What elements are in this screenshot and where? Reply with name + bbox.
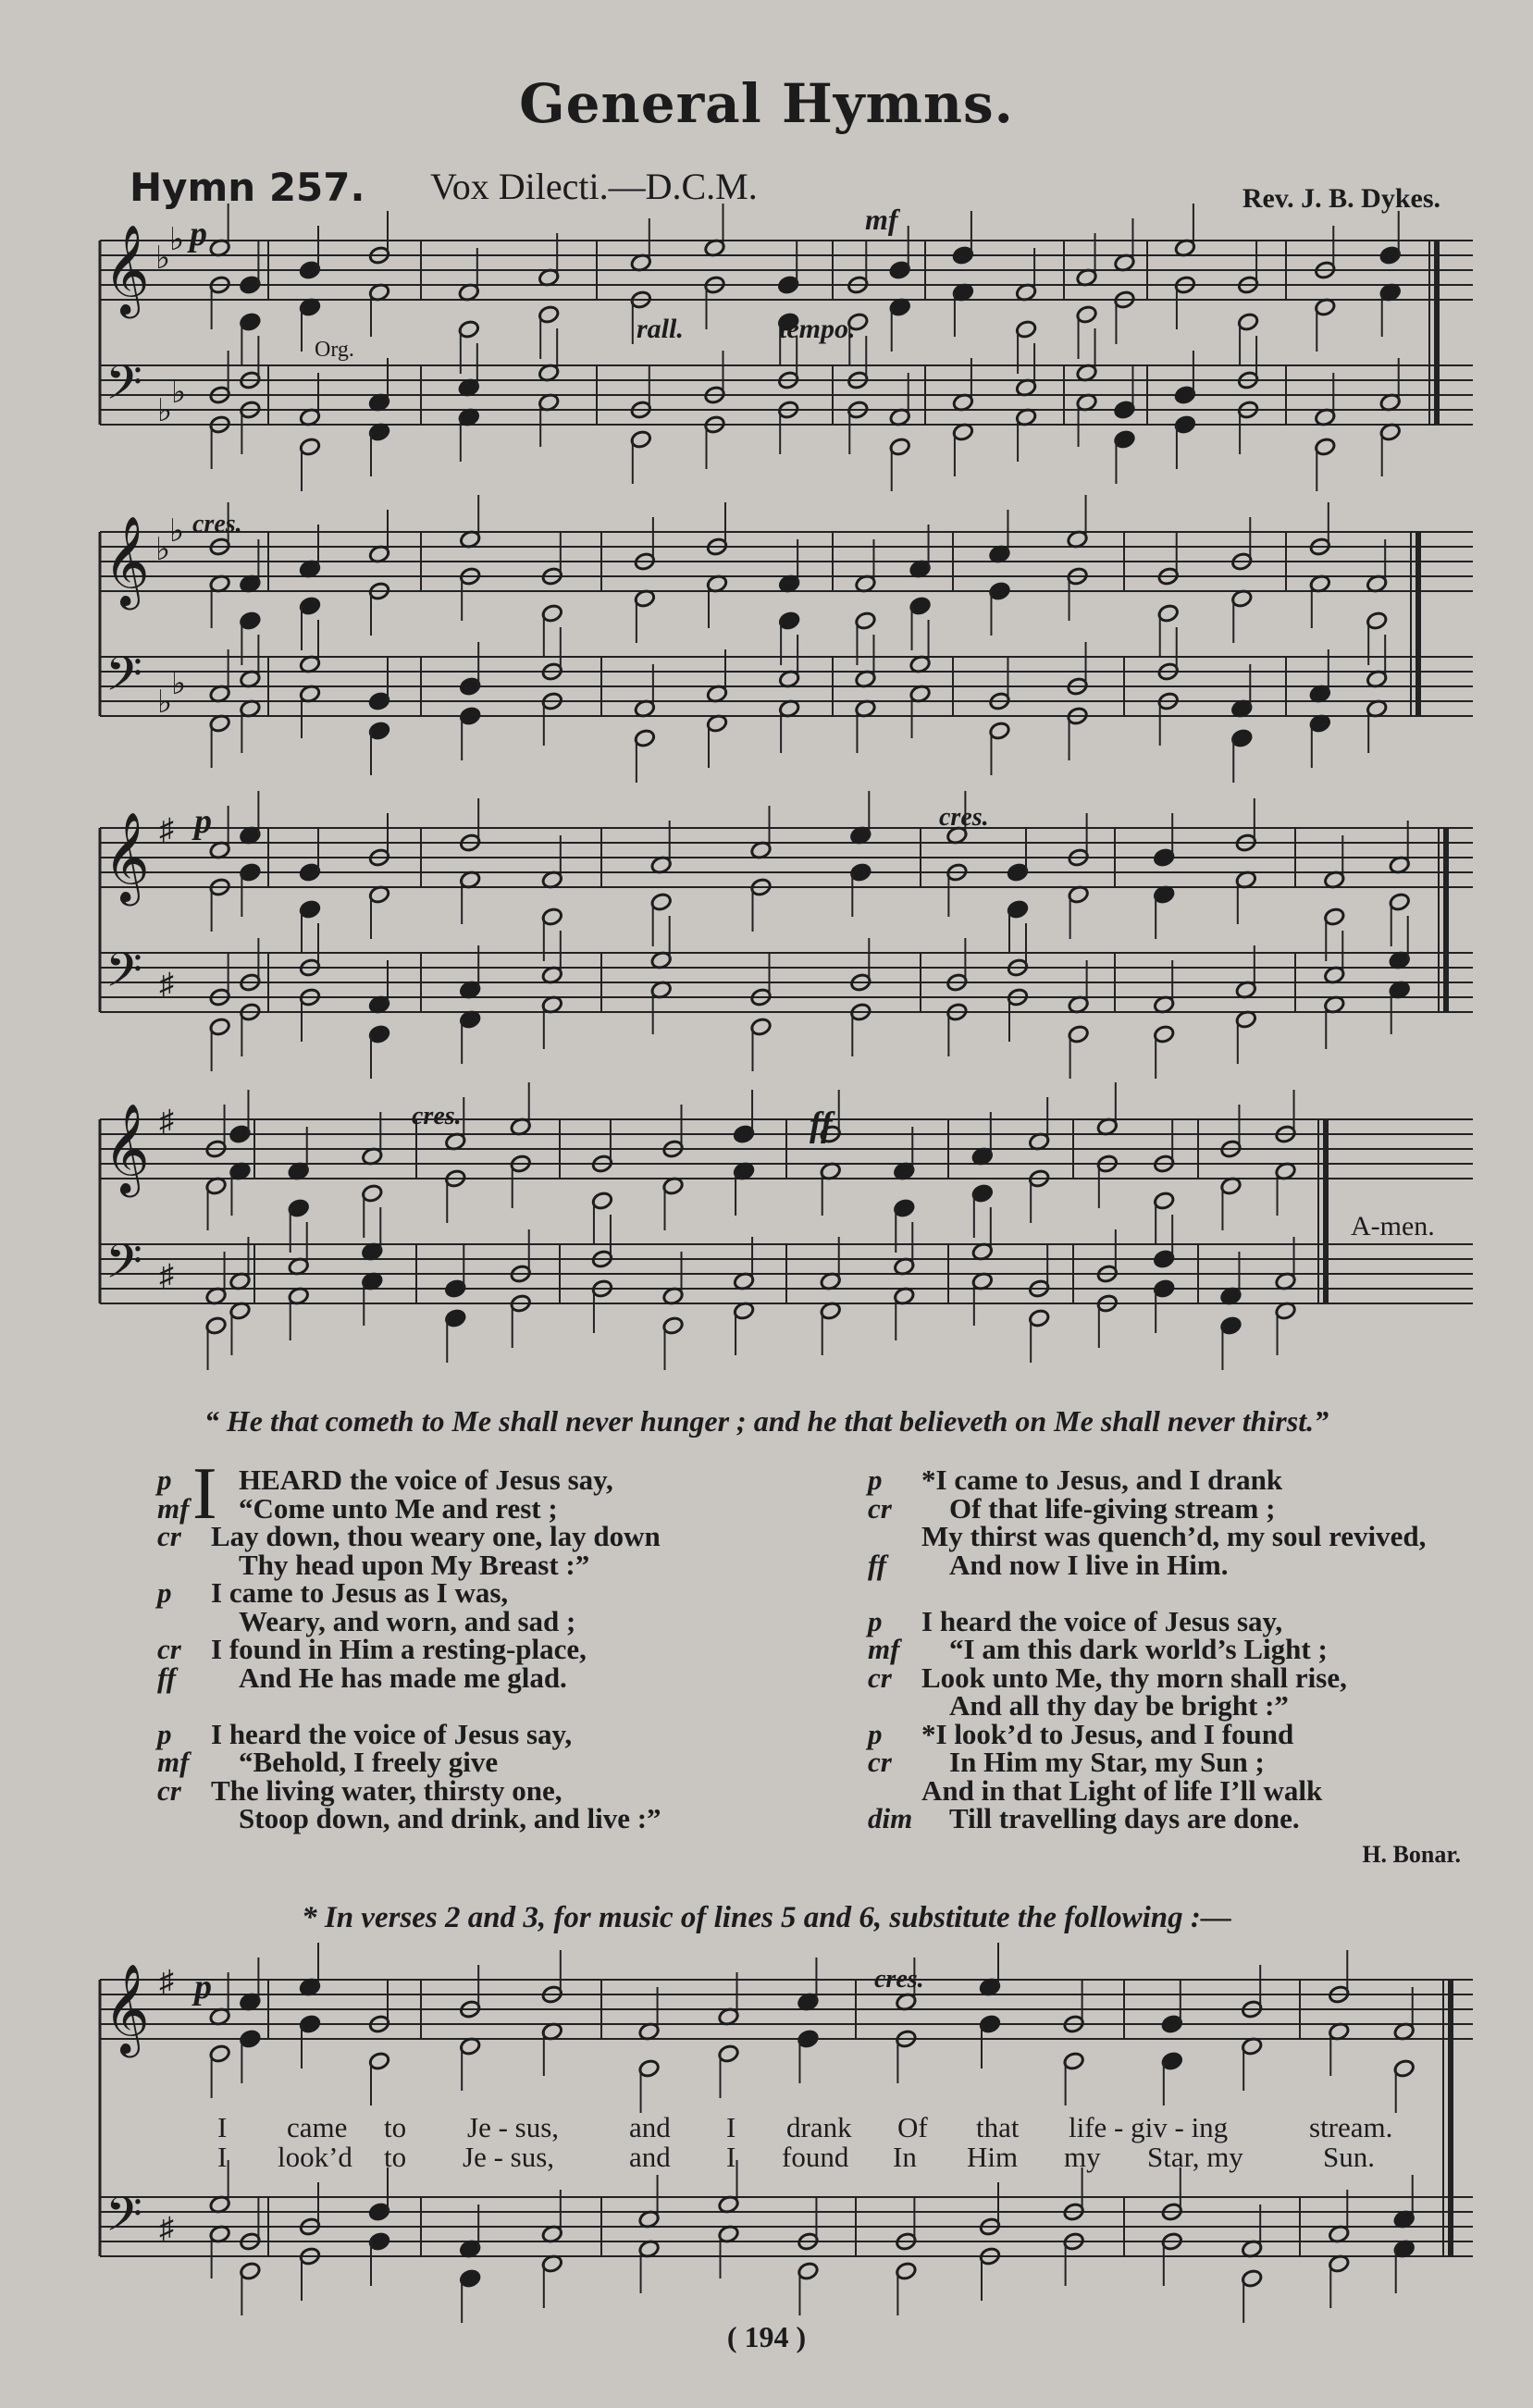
lyric-syllable: In bbox=[893, 2141, 917, 2173]
verse-text: HEARD the voice of Jesus say, bbox=[239, 1463, 613, 1496]
verse-text: *I look’d to Jesus, and I found bbox=[921, 1717, 1294, 1750]
verse-text: And now I live in Him. bbox=[949, 1548, 1229, 1581]
dynamic-mark: ff bbox=[157, 1661, 177, 1694]
dynamic-mark: dim bbox=[868, 1802, 913, 1834]
verse-text: And He has made me glad. bbox=[239, 1661, 567, 1694]
treble-clef: 𝄞 bbox=[104, 228, 150, 314]
author: H. Bonar. bbox=[1362, 1841, 1461, 1868]
lyric-syllable: Of bbox=[897, 2111, 928, 2143]
verse-line bbox=[157, 1576, 749, 1609]
dynamic-mark: p bbox=[194, 802, 212, 841]
hymn-number: Hymn 257. bbox=[130, 165, 365, 210]
verse-line bbox=[157, 1748, 749, 1777]
dynamic-mark: cres. bbox=[939, 803, 989, 832]
dynamic-mark: ff bbox=[868, 1548, 887, 1581]
verse-text: And all thy day be bright :” bbox=[949, 1689, 1289, 1722]
verse-text: “I am this dark world’s Light ; bbox=[949, 1633, 1328, 1665]
flat-sign: ♭ bbox=[169, 223, 185, 257]
dynamic-mark: p bbox=[190, 215, 207, 253]
lyric-syllable: drank bbox=[786, 2111, 852, 2143]
sharp-sign: ♯ bbox=[159, 1258, 174, 1291]
sharp-sign: ♯ bbox=[159, 967, 174, 1000]
verse-line bbox=[157, 1633, 749, 1665]
sharp-sign: ♯ bbox=[159, 2211, 174, 2244]
lyric-syllable: and bbox=[629, 2141, 671, 2173]
treble-clef: 𝄞 bbox=[104, 815, 150, 901]
verse-text: *I came to Jesus, and I drank bbox=[921, 1463, 1283, 1496]
composer: Rev. J. B. Dykes. bbox=[1242, 183, 1440, 214]
verse-line bbox=[157, 1491, 749, 1525]
dynamic-mark: p bbox=[157, 1463, 172, 1496]
lyric-syllable: I bbox=[217, 2111, 228, 2143]
verse-text: Stoop down, and drink, and live :” bbox=[239, 1802, 661, 1834]
lyric-syllable: Sun. bbox=[1323, 2141, 1375, 2173]
dynamic-mark: p bbox=[868, 1463, 883, 1496]
sharp-sign: ♯ bbox=[159, 1964, 174, 1997]
lyric-syllable: Je - sus, bbox=[463, 2141, 555, 2173]
lyric-syllable: look’d bbox=[278, 2141, 352, 2173]
verse-line bbox=[868, 1748, 1497, 1777]
lyric-syllable: Him bbox=[967, 2141, 1019, 2173]
dynamic-mark: p bbox=[194, 1968, 212, 2007]
verse-text: Of that life-giving stream ; bbox=[949, 1491, 1276, 1525]
dynamic-mark: mf bbox=[868, 1633, 900, 1665]
dynamic-mark: mf bbox=[157, 1491, 190, 1525]
dynamic-mark: p bbox=[868, 1717, 883, 1750]
lyric-syllable: I bbox=[726, 2141, 736, 2173]
verse-line bbox=[868, 1579, 1497, 1608]
verse-text: Thy head upon My Breast :” bbox=[239, 1548, 590, 1581]
flat-sign: ♭ bbox=[171, 376, 187, 410]
verse-text: I heard the voice of Jesus say, bbox=[211, 1717, 573, 1750]
amen-text: A-men. bbox=[1351, 1211, 1435, 1241]
lyric-syllable: Star, my bbox=[1147, 2141, 1243, 2173]
verse-text: Lay down, thou weary one, lay down bbox=[211, 1520, 661, 1552]
flat-sign: ♭ bbox=[171, 667, 187, 701]
organ-mark: Org. bbox=[315, 338, 354, 362]
flat-sign: ♭ bbox=[157, 685, 173, 720]
verse-line bbox=[868, 1633, 1497, 1665]
bass-clef: 𝄢 bbox=[105, 945, 142, 1008]
tune-name: Vox Dilecti.—D.C.M. bbox=[430, 166, 758, 207]
page-number: ( 194 ) bbox=[726, 2320, 807, 2353]
substitution-note: * In verses 2 and 3, for music of lines 5 and 6, substitute the following :— bbox=[302, 1901, 1231, 1934]
treble-clef: 𝄞 bbox=[104, 519, 150, 605]
dynamic-mark: cr bbox=[157, 1520, 181, 1552]
verse-text: “Behold, I freely give bbox=[239, 1746, 499, 1778]
lyric-syllable: my bbox=[1064, 2141, 1101, 2173]
verse-line bbox=[868, 1773, 1497, 1807]
dynamic-mark: cres. bbox=[192, 510, 242, 538]
dynamic-mark: mf bbox=[865, 203, 898, 236]
verse-text: “Come unto Me and rest ; bbox=[239, 1491, 558, 1525]
verse-line bbox=[157, 1661, 749, 1694]
verse-line bbox=[868, 1548, 1497, 1581]
lyric-syllable: found bbox=[782, 2141, 849, 2173]
lyric-syllable: to bbox=[384, 2141, 407, 2173]
verse-text: I heard the voice of Jesus say, bbox=[921, 1604, 1283, 1637]
lyric-syllable: came bbox=[287, 2111, 348, 2143]
lyric-syllable: I bbox=[726, 2111, 736, 2143]
dynamic-mark: cr bbox=[157, 1773, 181, 1807]
verse-line bbox=[868, 1802, 1497, 1834]
lyric-syllable: life - giv - ing bbox=[1069, 2111, 1229, 2143]
lyric-syllable: and bbox=[629, 2111, 671, 2143]
flat-sign: ♭ bbox=[155, 241, 171, 276]
sharp-sign: ♯ bbox=[159, 1104, 174, 1137]
dynamic-mark: cr bbox=[868, 1491, 892, 1525]
page-title: General Hymns. bbox=[519, 72, 1014, 135]
lyric-syllable: Je - sus, bbox=[467, 2111, 560, 2143]
verse-line bbox=[868, 1689, 1497, 1722]
verse-line bbox=[157, 1604, 749, 1637]
verse-line bbox=[157, 1692, 749, 1721]
flat-sign: ♭ bbox=[169, 514, 185, 549]
verses-right-column bbox=[868, 1463, 1497, 1834]
bass-clef: 𝄢 bbox=[105, 1237, 142, 1300]
verse-line bbox=[868, 1661, 1497, 1694]
verse-line bbox=[157, 1548, 749, 1581]
verse-line bbox=[157, 1463, 749, 1496]
bass-clef: 𝄢 bbox=[105, 649, 142, 712]
dynamic-mark: p bbox=[157, 1576, 172, 1609]
tempo-mark: rall. bbox=[637, 314, 684, 344]
verse-text: Look unto Me, thy morn shall rise, bbox=[921, 1661, 1347, 1694]
treble-clef: 𝄞 bbox=[104, 1106, 150, 1192]
dynamic-mark: cr bbox=[157, 1633, 181, 1665]
verse-line bbox=[157, 1520, 749, 1552]
lyric-syllable: I bbox=[217, 2141, 228, 2173]
flat-sign: ♭ bbox=[157, 394, 173, 428]
verse-text: I found in Him a resting-place, bbox=[211, 1633, 587, 1665]
dynamic-mark: p bbox=[157, 1717, 172, 1750]
dynamic-mark: mf bbox=[157, 1746, 190, 1778]
lyric-syllable: to bbox=[384, 2111, 407, 2143]
verse-text: My thirst was quench’d, my soul revived, bbox=[921, 1520, 1427, 1552]
verse-text: Weary, and worn, and sad ; bbox=[239, 1604, 576, 1637]
bass-clef: 𝄢 bbox=[105, 358, 142, 421]
lyric-syllable: that bbox=[976, 2111, 1020, 2143]
sharp-sign: ♯ bbox=[159, 812, 174, 846]
lyric-syllable: stream. bbox=[1309, 2111, 1393, 2143]
epigraph: “ He that cometh to Me shall never hunger ; and he that believeth on Me shall never thirst.” bbox=[204, 1404, 1329, 1438]
verse-line bbox=[868, 1463, 1497, 1496]
dynamic-mark: cres. bbox=[874, 1965, 924, 1994]
tempo-mark: tempo. bbox=[779, 314, 856, 344]
verse-line bbox=[868, 1520, 1497, 1552]
verse-line bbox=[868, 1491, 1497, 1525]
verse-line bbox=[868, 1604, 1497, 1637]
verse-line bbox=[157, 1773, 749, 1807]
bass-clef: 𝄢 bbox=[105, 2190, 142, 2253]
verse-text: In Him my Star, my Sun ; bbox=[949, 1746, 1265, 1778]
flat-sign: ♭ bbox=[155, 533, 171, 567]
verses-left-column bbox=[157, 1463, 749, 1834]
drop-cap: I bbox=[192, 1453, 217, 1535]
verse-line bbox=[157, 1717, 749, 1750]
verse-text: And in that Light of life I’ll walk bbox=[921, 1773, 1323, 1807]
dynamic-mark: cres. bbox=[412, 1102, 462, 1130]
dynamic-mark: cr bbox=[868, 1746, 892, 1778]
verse-line bbox=[868, 1717, 1497, 1750]
treble-clef: 𝄞 bbox=[104, 1967, 150, 2053]
verse-text: Till travelling days are done. bbox=[949, 1802, 1300, 1834]
verse-line bbox=[157, 1802, 749, 1834]
dynamic-mark: cr bbox=[868, 1661, 892, 1694]
verse-text: I came to Jesus as I was, bbox=[211, 1576, 509, 1609]
dynamic-mark: ff bbox=[810, 1105, 833, 1144]
verse-text: The living water, thirsty one, bbox=[211, 1773, 563, 1807]
dynamic-mark: p bbox=[868, 1604, 883, 1637]
